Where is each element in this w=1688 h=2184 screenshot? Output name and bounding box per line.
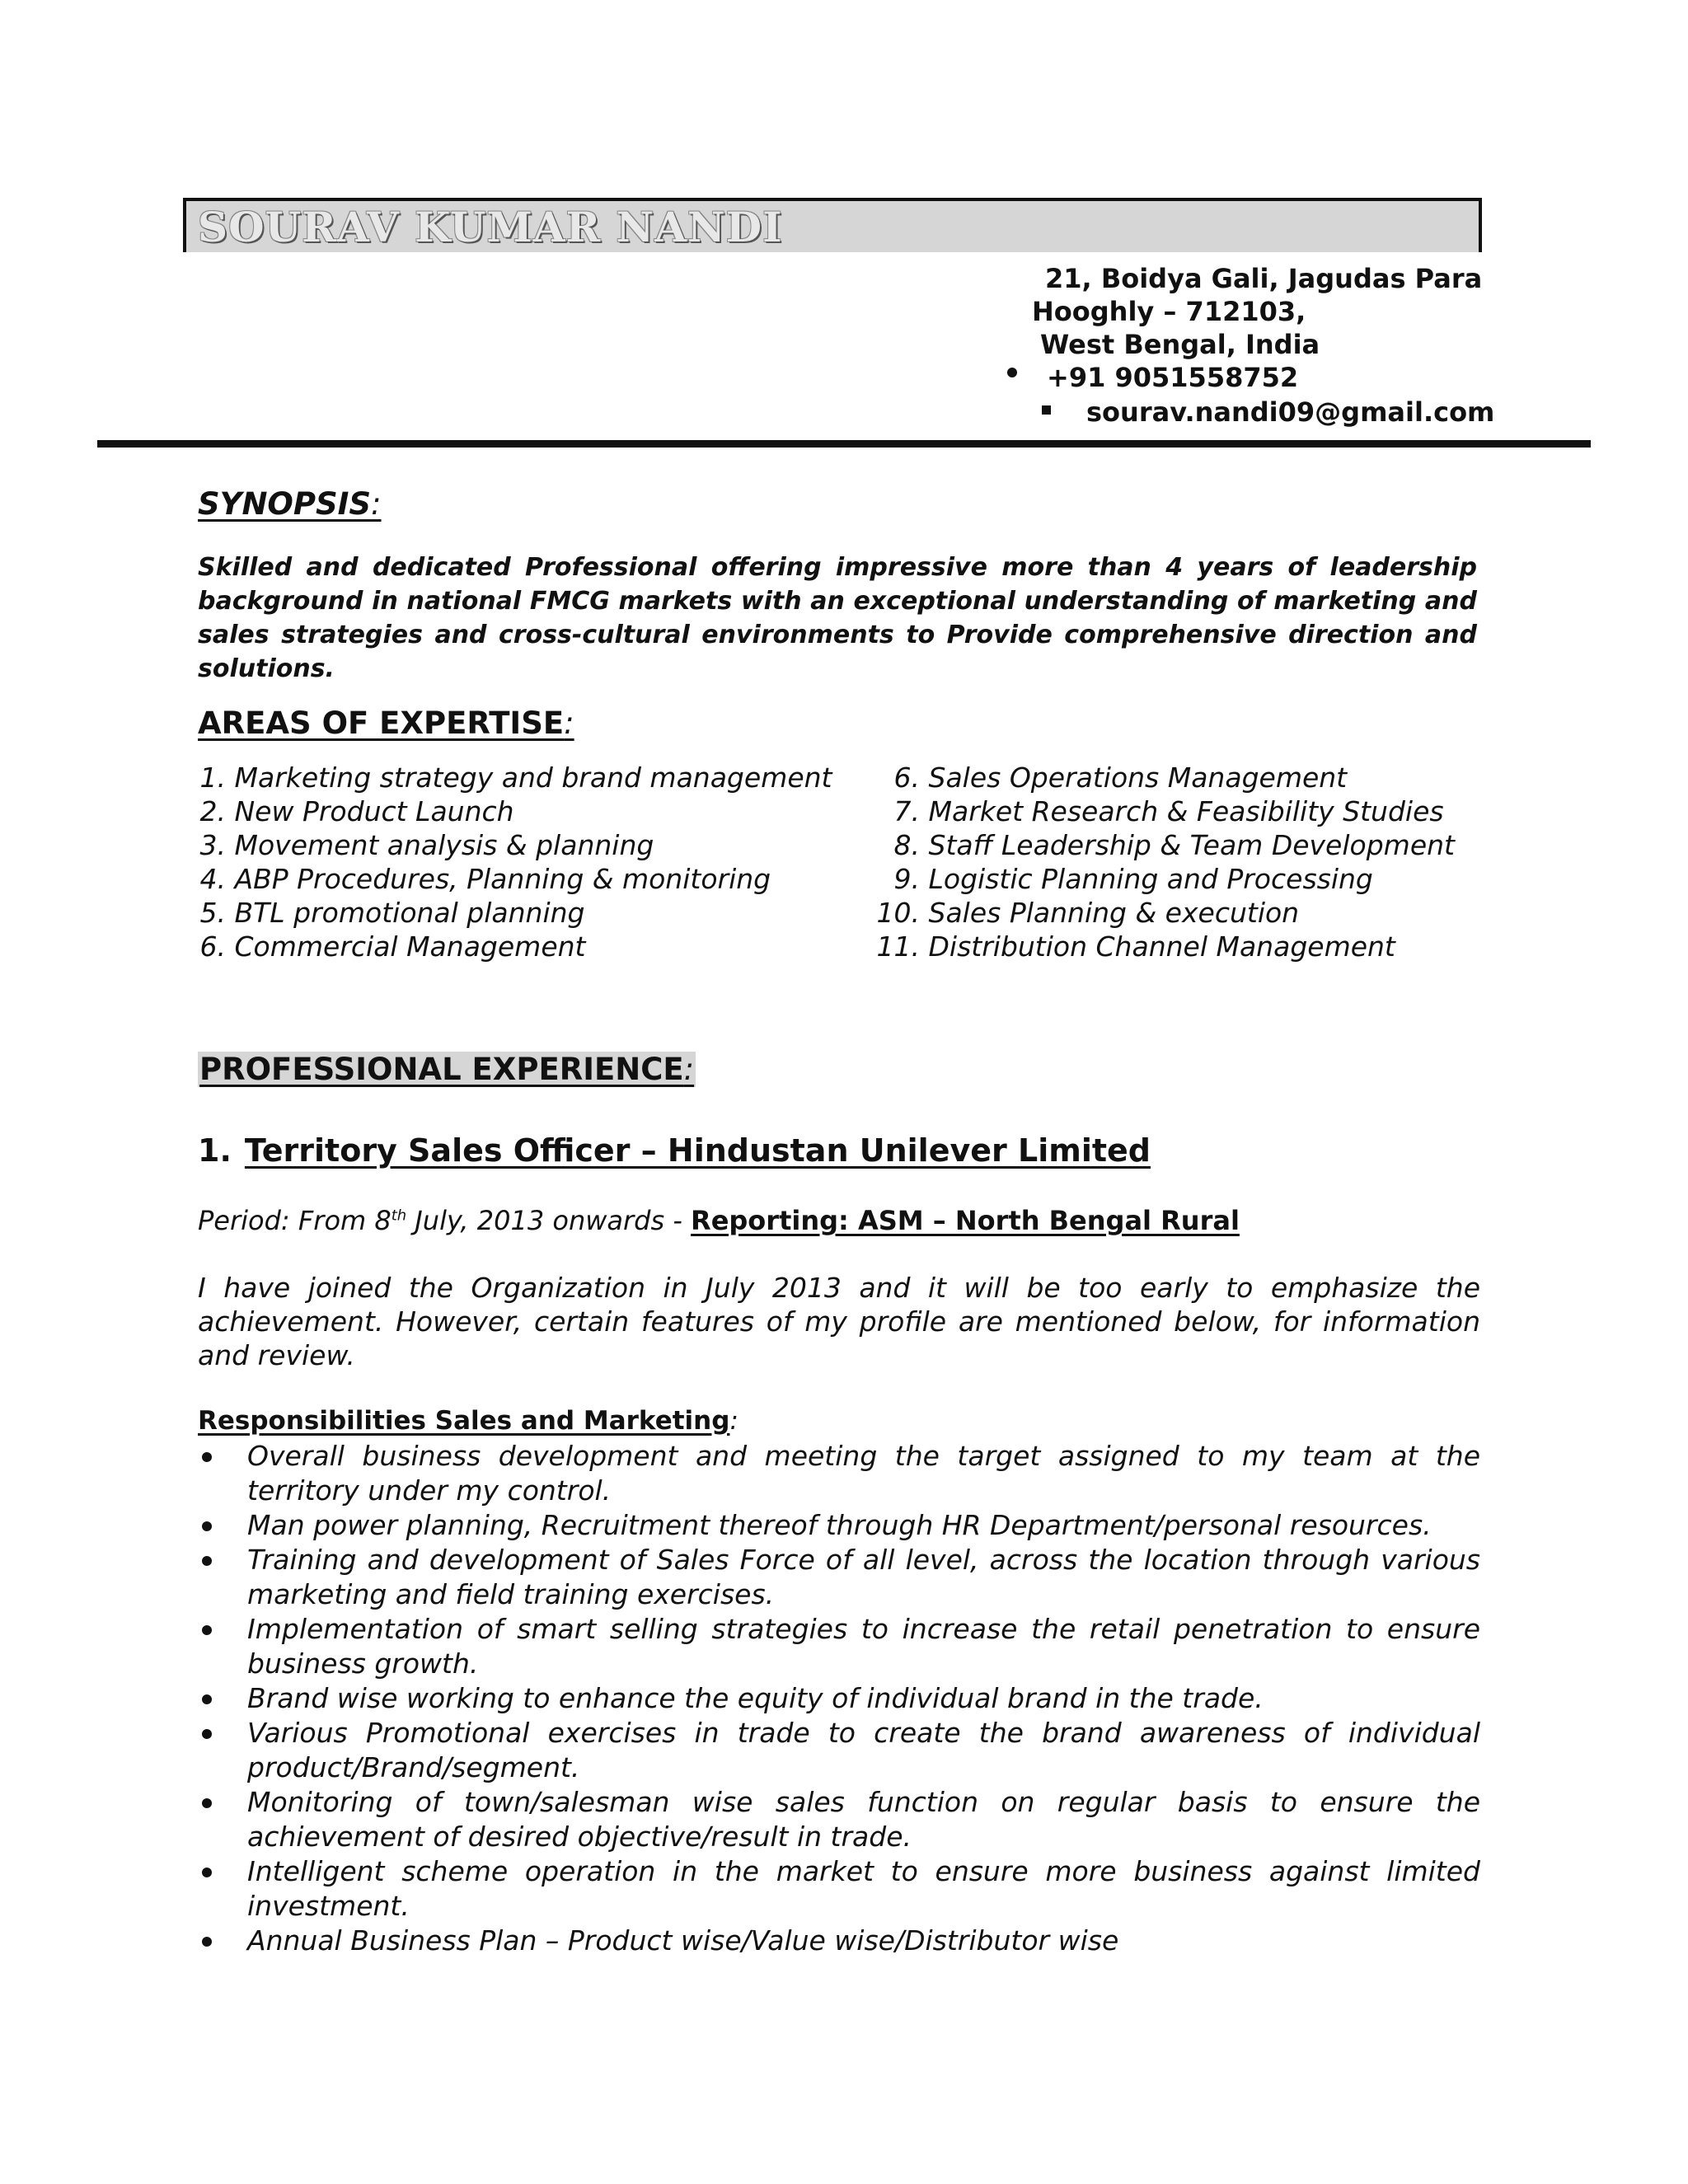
list-item-text: Man power planning, Recruitment thereof through HR Department/personal resources.	[247, 1509, 1432, 1541]
experience-intro: I have joined the Organization in July 2013 and it will be too early to emphasize the achievement. However, certain features of my profile are mentioned below, for information and review.	[198, 1272, 1480, 1371]
expertise-text: Commercial Management	[234, 930, 586, 963]
expertise-text: Market Research & Feasibility Studies	[928, 795, 1444, 827]
bullet-icon	[202, 1937, 212, 1947]
expertise-number: 6.	[893, 762, 920, 794]
candidate-name: SOURAV KUMAR NANDI	[198, 203, 783, 251]
period-superscript: th	[391, 1207, 407, 1225]
expertise-item	[874, 828, 1455, 862]
expertise-item	[874, 794, 1455, 828]
address-line-3: West Bengal, India	[1040, 329, 1320, 360]
experience-heading-label: PROFESSIONAL EXPERIENCE	[199, 1052, 684, 1087]
bullet-icon	[202, 1452, 212, 1462]
responsibilities-colon: :	[729, 1406, 738, 1436]
expertise-heading-label: AREAS OF EXPERTISE	[198, 705, 565, 741]
list-item-text: Various Promotional exercises in trade to create the brand awareness of individual product/Brand/segment.	[247, 1717, 1480, 1783]
list-item	[198, 1612, 1480, 1681]
bullet-icon	[202, 1521, 212, 1531]
expertise-colon: :	[564, 705, 574, 741]
reporting-line: Reporting: ASM – North Bengal Rural	[691, 1205, 1240, 1236]
list-item	[198, 1716, 1480, 1785]
address-line-2: Hooghly – 712103,	[1032, 296, 1306, 327]
expertise-item	[198, 794, 832, 828]
job-title-text: Territory Sales Officer – Hindustan Unilever Limited	[244, 1132, 1151, 1169]
email-bullet-icon	[1042, 405, 1051, 415]
list-item-text: Overall business development and meeting the target assigned to my team at the territory under my control.	[247, 1440, 1480, 1507]
list-item-text: Training and development of Sales Force of all level, across the location through various marketing and field training exercises.	[247, 1544, 1480, 1610]
expertise-number: 6.	[199, 930, 226, 963]
list-item-text: Brand wise working to enhance the equity of individual brand in the trade.	[247, 1682, 1264, 1714]
expertise-text: Logistic Planning and Processing	[928, 863, 1373, 895]
expertise-text: Distribution Channel Management	[928, 930, 1395, 963]
synopsis-heading	[198, 486, 382, 522]
expertise-item	[198, 862, 832, 896]
period-prefix: Period: From 8	[198, 1205, 392, 1236]
phone-bullet-icon	[1007, 368, 1017, 377]
expertise-number: 4.	[199, 863, 226, 895]
synopsis-text: Skilled and dedicated Professional offering impressive more than 4 years of leadership background in national FMCG markets with an exceptional understanding of marketing and sales strategies and cross-cultural environments to Provide comprehensive direction and solutions.	[198, 553, 1477, 683]
bullet-icon	[202, 1556, 212, 1566]
job-number: 1.	[198, 1132, 232, 1169]
expertise-text: ABP Procedures, Planning & monitoring	[234, 863, 771, 895]
expertise-text: BTL promotional planning	[234, 897, 585, 929]
expertise-item	[198, 828, 832, 862]
expertise-number: 7.	[893, 795, 920, 827]
header-divider	[97, 440, 1591, 448]
bullet-icon	[202, 1729, 212, 1739]
list-item-text: Intelligent scheme operation in the market to ensure more business against limited investment.	[247, 1855, 1480, 1922]
list-item	[198, 1681, 1480, 1716]
expertise-item	[874, 862, 1455, 896]
period-line	[198, 1205, 1240, 1236]
expertise-number: 11.	[876, 930, 920, 963]
synopsis-heading-label: SYNOPSIS	[198, 486, 372, 522]
expertise-heading	[198, 705, 574, 741]
bullet-icon	[202, 1798, 212, 1808]
expertise-item	[198, 930, 832, 963]
expertise-text: Movement analysis & planning	[234, 829, 654, 861]
list-item-text: Annual Business Plan – Product wise/Value wise/Distributor wise	[247, 1924, 1119, 1957]
expertise-number: 5.	[199, 897, 226, 929]
address-line-1: 21, Boidya Gali, Jagudas Para	[1045, 263, 1483, 294]
responsibilities-heading-label: Responsibilities Sales and Marketing	[198, 1406, 730, 1436]
list-item	[198, 1439, 1480, 1508]
list-item	[198, 1854, 1480, 1924]
expertise-item	[874, 761, 1455, 794]
list-item	[198, 1508, 1480, 1543]
bullet-icon	[202, 1868, 212, 1877]
list-item	[198, 1924, 1480, 1958]
expertise-text: Staff Leadership & Team Development	[928, 829, 1455, 861]
list-item-text: Implementation of smart selling strategies to increase the retail penetration to ensure business growth.	[247, 1613, 1480, 1680]
list-item	[198, 1543, 1480, 1612]
expertise-list-left	[198, 761, 832, 963]
expertise-text: Sales Operations Management	[928, 762, 1348, 794]
expertise-item	[874, 896, 1455, 930]
expertise-list-right	[874, 761, 1455, 963]
list-item-text: Monitoring of town/salesman wise sales function on regular basis to ensure the achievement of desired objective/result in trade.	[247, 1786, 1480, 1853]
email-address[interactable]: sourav.nandi09@gmail.com	[1086, 396, 1495, 428]
expertise-item	[198, 761, 832, 794]
bullet-icon	[202, 1625, 212, 1635]
expertise-number: 1.	[199, 762, 226, 794]
experience-colon: :	[683, 1052, 695, 1087]
expertise-number: 2.	[199, 795, 226, 827]
responsibilities-list	[198, 1439, 1480, 1958]
list-item	[198, 1785, 1480, 1854]
synopsis-colon: :	[371, 486, 382, 522]
expertise-text: Marketing strategy and brand management	[234, 762, 832, 794]
responsibilities-heading	[198, 1406, 738, 1436]
expertise-item	[198, 896, 832, 930]
phone-number: +91 9051558752	[1047, 362, 1299, 393]
bullet-icon	[202, 1694, 212, 1704]
expertise-number: 3.	[199, 829, 226, 861]
expertise-item	[874, 930, 1455, 963]
job-title	[198, 1132, 1151, 1169]
expertise-number: 10.	[876, 897, 920, 929]
expertise-number: 9.	[893, 863, 920, 895]
expertise-text: Sales Planning & execution	[928, 897, 1300, 929]
expertise-text: New Product Launch	[234, 795, 514, 827]
period-suffix: July, 2013 onwards -	[406, 1205, 692, 1236]
expertise-number: 8.	[893, 829, 920, 861]
experience-heading	[198, 1052, 696, 1087]
